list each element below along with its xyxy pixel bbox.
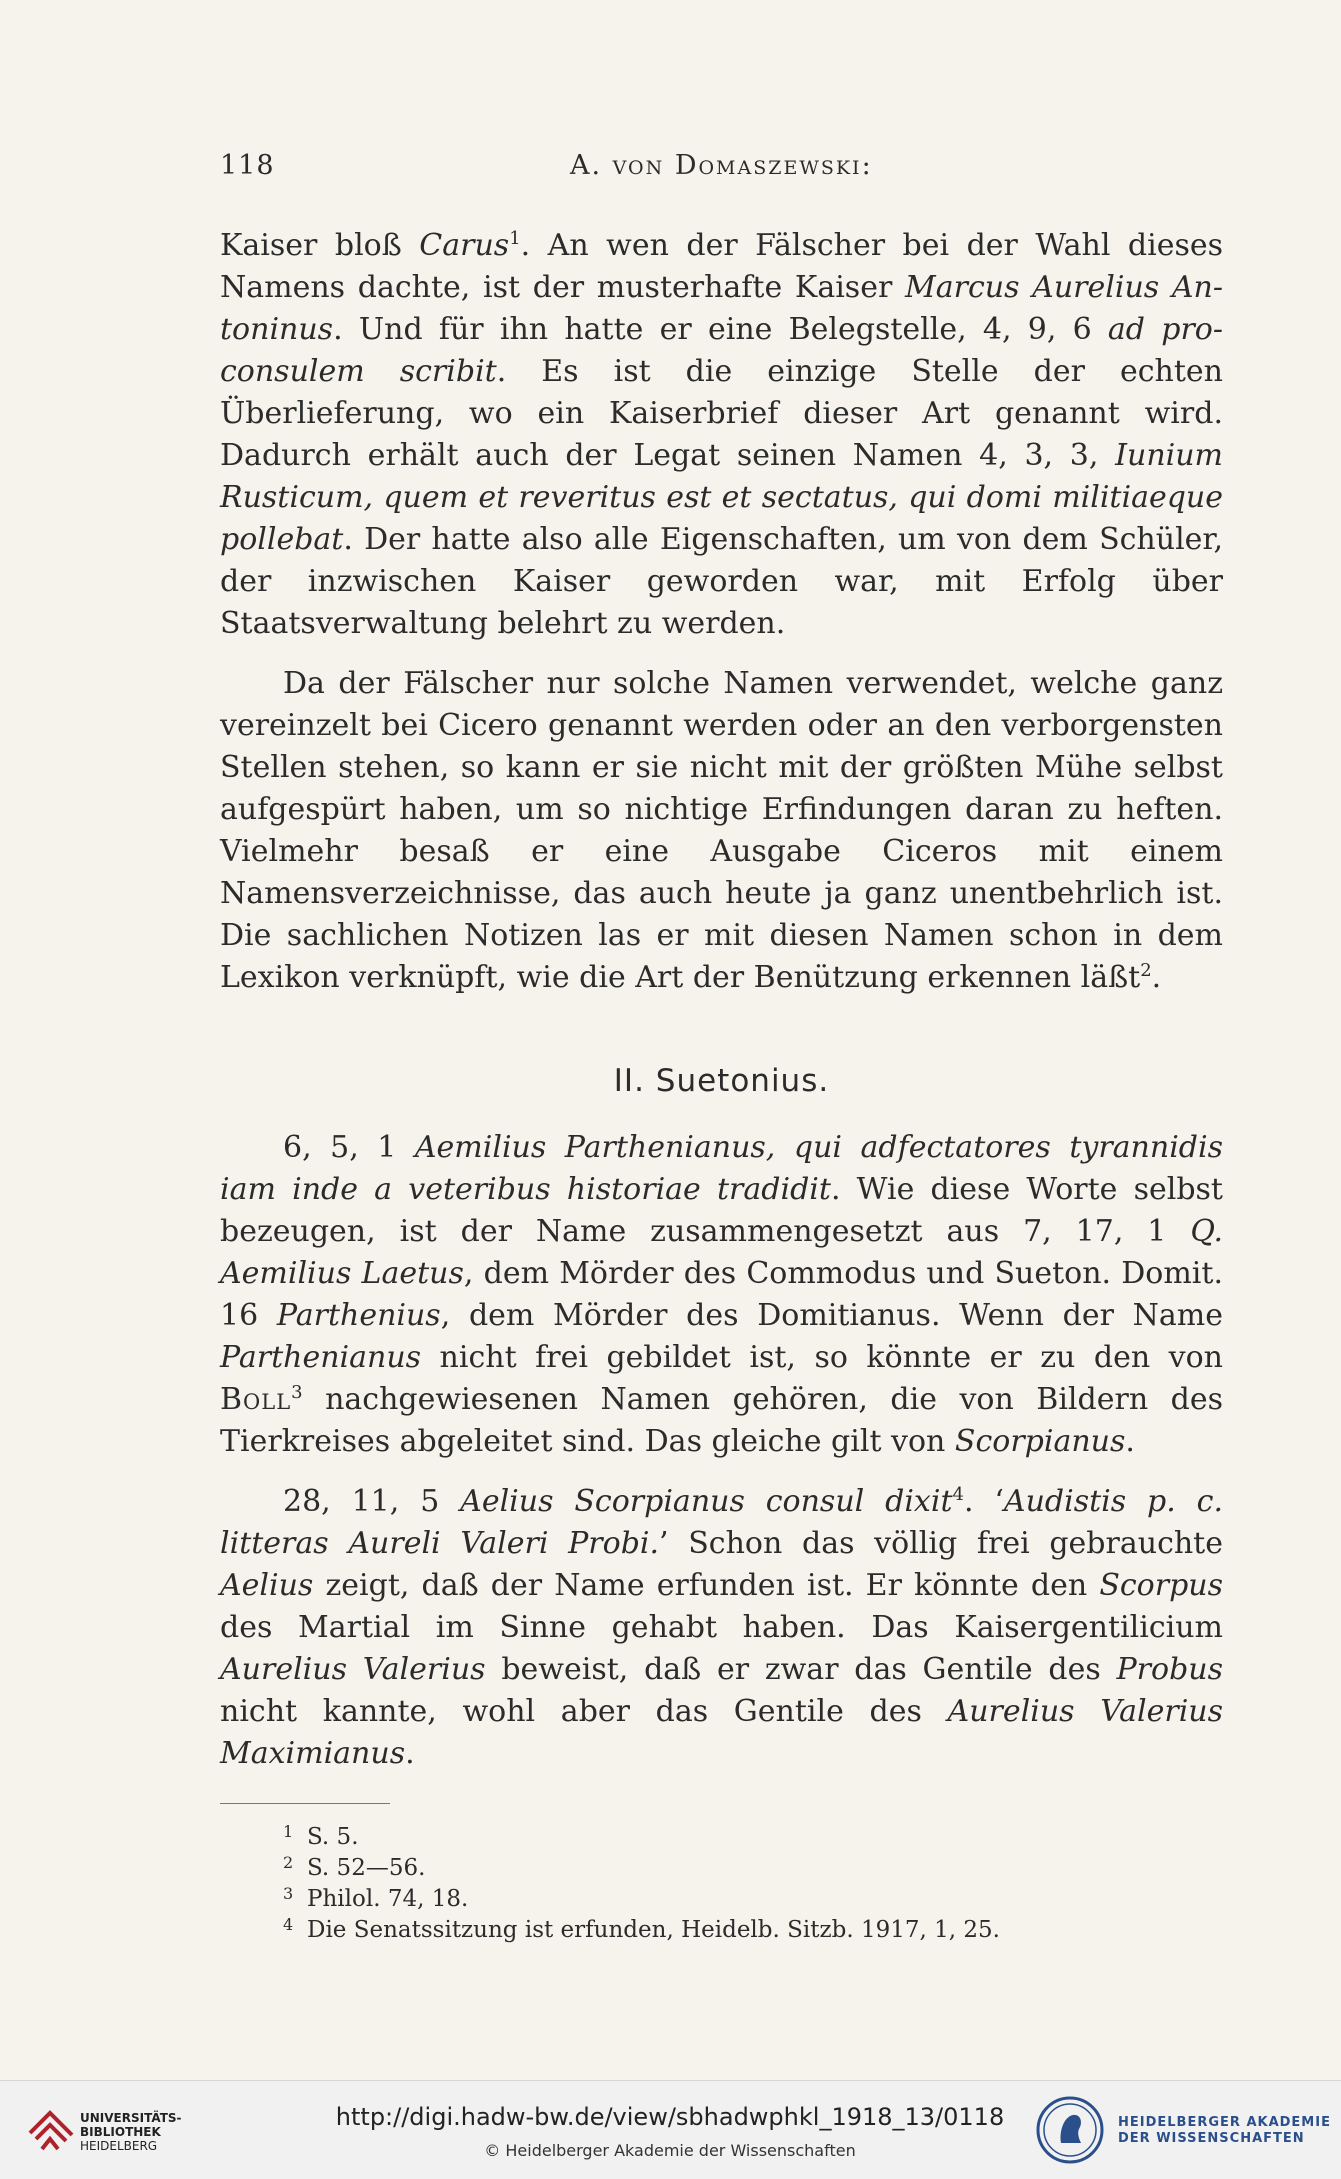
text-run: . [1125, 1424, 1135, 1459]
university-library-name [80, 2111, 182, 2153]
footnote [220, 1915, 1223, 1946]
text-run: Aelius Scorpianus consul dixit [460, 1484, 953, 1519]
page-body [220, 225, 1223, 1946]
text-run: . Es ist die einzige Stelle der echten Überlieferung, wo ein Kaiserbrief dieser Art genannt wird. Dadurch erhält auch der Legat seinen Namen 4, 3, 3, [220, 354, 1223, 473]
running-head [220, 150, 1220, 190]
footnote-ref: 1 [509, 228, 521, 249]
text-run: Aurelius Valerius Maximianus [220, 1694, 1223, 1771]
paragraph-3 [220, 1127, 1223, 1463]
footnote [220, 1884, 1223, 1915]
text-run: Marcus Aurelius Antoninus [220, 270, 1223, 347]
footnote [220, 1822, 1223, 1853]
text-run: . ‘ [963, 1484, 1004, 1519]
text-run: zeigt, daß der Name erfunden ist. Er könnte den [313, 1568, 1100, 1603]
text-run: . Wie diese Worte selbst bezeugen, ist der Name zusammengesetzt aus 7, 17, 1 [220, 1172, 1223, 1249]
text-run: Scorpus [1099, 1568, 1223, 1603]
text-run: Q. Aemilius Laetus [220, 1214, 1223, 1291]
text-run: . Und für ihn hatte er eine Belegstelle, 4, 9, 6 [333, 312, 1108, 347]
footnote-ref: 3 [291, 1382, 303, 1403]
footnote-mark: 2 [283, 1853, 294, 1872]
text-run: , dem Mörder des Commodus und Sueton. Domit. 16 [220, 1256, 1223, 1333]
footnote-text: Die Senatssitzung ist erfunden, Heidelb. Sitzb. 1917, 1, 25. [307, 1917, 1000, 1943]
text-run: Parthenianus [220, 1340, 422, 1375]
text-run: . [1151, 960, 1162, 995]
text-run: Iunium Rusticum, quem et reveritus est et sectatus, qui domi militiaeque pollebat [220, 438, 1223, 557]
footnote-mark: 1 [283, 1822, 294, 1841]
library-line: HEIDELBERG [80, 2139, 158, 2153]
footnote-mark: 4 [283, 1915, 294, 1934]
text-run: des Martial im Sinne gehabt haben. Das Kaisergentilicium [220, 1610, 1223, 1645]
academy-name [1118, 2115, 1331, 2147]
text-run: Aelius [220, 1568, 314, 1603]
text-run: ’ Schon das völlig frei gebrauchte [659, 1526, 1223, 1561]
permalink-url[interactable]: http://digi.hadw-bw.de/view/sbhadwphkl_1918_13/0118 [335, 2103, 1005, 2131]
text-run: 6, 5, 1 [283, 1130, 415, 1165]
footnote-text: S. 52—56. [307, 1855, 426, 1881]
text-run: Kaiser bloß [220, 228, 420, 263]
text-run: beweist, daß er zwar das Gentile des [485, 1652, 1117, 1687]
text-run: . [405, 1736, 415, 1771]
academy-line: DER WISSENSCHAFTEN [1118, 2131, 1305, 2146]
text-run: . An wen der Fälscher bei der Wahl dieses Namens dachte, ist der musterhafte Kaiser [220, 228, 1224, 305]
text-run: Da der Fälscher nur solche Namen verwendet, welche ganz vereinzelt bei Cicero genannt werden oder an den verborgensten Stellen stehen, so kann er sie nicht mit der größten Mühe selbst aufgespürt haben, um so nichtige Erfindungen daran zu heften. Vielmehr besaß er eine Ausgabe Ciceros mit einem Namensverzeichnisse, das auch heute ja ganz unentbehrlich ist. Die sachlichen Notizen las er mit diesen Namen schon in dem Lexikon verknüpft, wie die Art der Benützung erkennen läßt [220, 666, 1223, 995]
footnote-text: Philol. 74, 18. [307, 1886, 469, 1912]
university-library-logo-icon [22, 2103, 80, 2161]
library-line: BIBLIOTHEK [80, 2125, 161, 2139]
text-run: . Der hatte also alle Eigenschaften, um von dem Schüler, der inzwischen Kaiser geworden war, mit Erfolg über Staatsverwaltung belehrt zu werden. [220, 522, 1223, 641]
text-run: Audistis p. c. litteras Aureli Valeri Probi. [220, 1484, 1223, 1561]
footnote-ref: 2 [1140, 960, 1152, 981]
paragraph-2 [220, 663, 1223, 999]
footnote-text: S. 5. [307, 1824, 359, 1850]
text-run: 28, 11, 5 [283, 1484, 461, 1519]
academy-seal-icon [1035, 2095, 1105, 2165]
text-run: nicht kannte, wohl aber das Gentile des [220, 1694, 948, 1729]
text-run: nachgewiesenen Namen gehören, die von Bildern des Tierkreises abgeleitet sind. Das gleiche gilt von [220, 1382, 1223, 1459]
text-run: Scorpianus [954, 1424, 1126, 1459]
footnote [220, 1853, 1223, 1884]
footnote-ref: 4 [952, 1484, 964, 1505]
footnotes [220, 1822, 1223, 1946]
text-run: Aemilius Parthenianus, qui adfectatores tyrannidis iam inde a veteribus historiae tradidit [220, 1130, 1223, 1207]
paragraph-1 [220, 225, 1223, 645]
footnote-mark: 3 [283, 1884, 294, 1903]
text-run: Aurelius Valerius [220, 1652, 486, 1687]
section-heading: II. Suetonius. [613, 1063, 830, 1099]
academy-line: HEIDELBERGER AKADEMIE [1118, 2115, 1331, 2130]
paragraph-4 [220, 1481, 1223, 1775]
text-run: Carus [419, 228, 510, 263]
copyright-notice: © Heidelberger Akademie der Wissenschaften [484, 2141, 856, 2160]
text-run: Boll [220, 1382, 292, 1417]
text-run: nicht frei gebildet ist, so könnte er zu den von [421, 1340, 1223, 1375]
library-line: UNIVERSITÄTS- [80, 2111, 182, 2125]
text-run: ad proconsulem scribit [220, 312, 1223, 389]
text-run: Probus [1116, 1652, 1223, 1687]
page-number: 118 [220, 150, 275, 181]
viewer-footer [0, 2080, 1341, 2179]
text-run: Parthenius [276, 1298, 441, 1333]
running-head-author: A. von Domaszewski: [570, 150, 873, 181]
text-run: , dem Mörder des Domitianus. Wenn der Name [440, 1298, 1223, 1333]
footnote-rule [220, 1803, 390, 1804]
